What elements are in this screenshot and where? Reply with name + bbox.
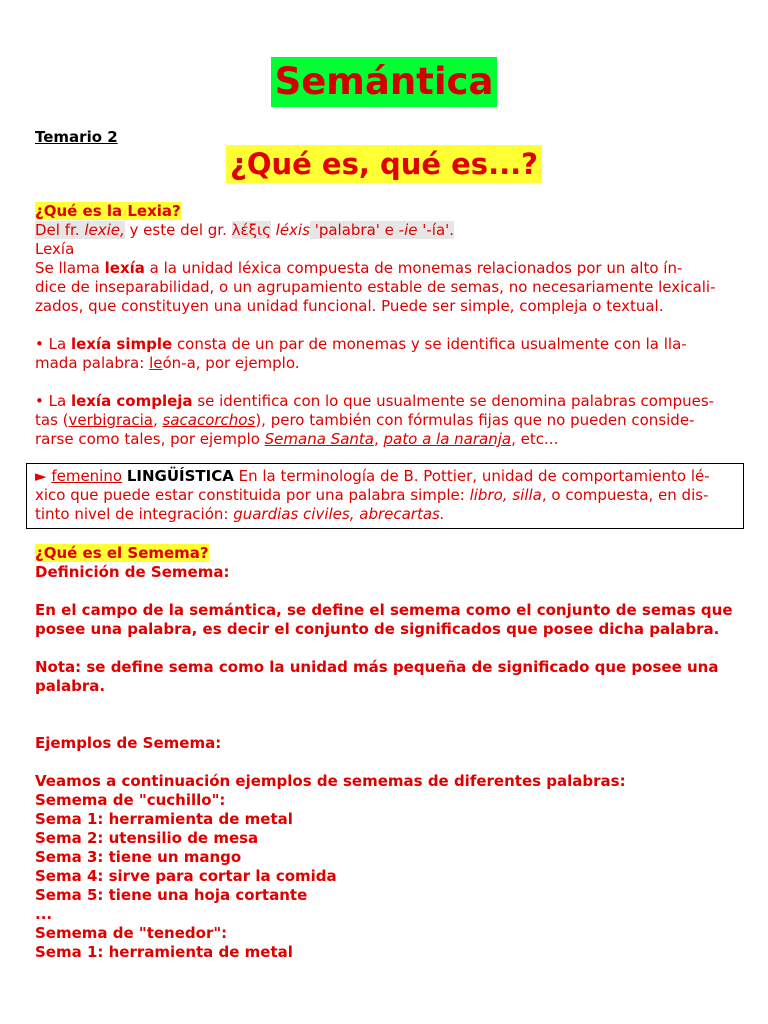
semema-line: Sema 2: utensilio de mesa <box>35 829 259 847</box>
page-title: Semántica <box>271 57 498 107</box>
title-container <box>0 57 768 107</box>
link-verbigracia[interactable]: verbigracia <box>68 411 153 429</box>
term: lexía simple <box>70 335 173 353</box>
text: • La <box>35 335 71 353</box>
text: consta de un par de monemas y se identifica usualmente con la lla- <box>172 335 687 353</box>
semema-line: Semema de "cuchillo": <box>35 791 226 809</box>
spacer <box>35 316 735 335</box>
semema-line: Veamos a continuación ejemplos de sememas de diferentes palabras: <box>35 772 626 790</box>
def-term: lexía <box>104 259 145 277</box>
text: se identifica con lo que usualmente se denomina palabras compues- <box>192 392 715 410</box>
semema-line: posee una palabra, es decir el conjunto de significados que posee dicha palabra. <box>35 620 720 638</box>
etym-text: léxis <box>275 221 310 239</box>
semema-line: Sema 1: herramienta de metal <box>35 810 293 828</box>
text: ón-a, por ejemplo. <box>162 354 300 372</box>
text: , o compuesta, en dis- <box>541 486 709 504</box>
text: rarse como tales, por ejemplo <box>35 430 265 448</box>
semema-heading-line <box>35 544 735 563</box>
semema-line <box>35 696 735 715</box>
italic-text: guardias civiles, abrecartas. <box>233 505 445 523</box>
semema-line <box>35 715 735 734</box>
text: mada palabra: <box>35 354 150 372</box>
etym-text: lexie, <box>84 221 125 239</box>
lexia-definition <box>35 259 735 278</box>
text: ), pero también con fórmulas fijas que no pueden conside- <box>255 411 695 429</box>
lexia-section <box>35 202 735 449</box>
text: , <box>373 430 384 448</box>
def-text: a la unidad léxica compuesta de monemas relacionados por un alto ín- <box>144 259 683 277</box>
link-semana-santa[interactable]: Semana Santa <box>264 430 374 448</box>
semema-line: Sema 4: sirve para cortar la comida <box>35 867 337 885</box>
semema-line: En el campo de la semántica, se define el semema como el conjunto de semas que <box>35 601 733 619</box>
semema-section <box>35 544 735 962</box>
semema-line: Definición de Semema: <box>35 563 230 581</box>
page-subtitle: ¿Qué es, qué es...? <box>226 145 542 183</box>
semema-line: Sema 5: tiene una hoja cortante <box>35 886 308 904</box>
semema-line: Semema de "tenedor": <box>35 924 228 942</box>
etym-text: Del fr. <box>35 221 85 239</box>
link-pato-naranja[interactable]: pato a la naranja <box>383 430 512 448</box>
lexia-etymology <box>35 221 735 240</box>
text: tinto nivel de integración: <box>35 505 234 523</box>
semema-line <box>35 639 735 658</box>
etym-text: 'palabra' e <box>309 221 399 239</box>
lexia-compleja-line <box>35 392 735 411</box>
link-femenino[interactable]: femenino <box>51 467 123 485</box>
semema-line: Nota: se define sema como la unidad más pequeña de significado que posee una <box>35 658 719 676</box>
text: En la terminología de B. Pottier, unidad de comportamiento lé- <box>233 467 710 485</box>
etym-greek: λέξις <box>231 221 271 239</box>
lexia-heading: ¿Qué es la Lexia? <box>35 202 181 220</box>
semema-line: palabra. <box>35 677 106 695</box>
underlined-text: le <box>149 354 163 372</box>
arrow-icon: ► <box>35 467 47 485</box>
etym-text: y este del gr. <box>124 221 232 239</box>
semema-line: ... <box>35 905 53 923</box>
box-line-2 <box>35 486 735 505</box>
text: • La <box>35 392 71 410</box>
def-line: dice de inseparabilidad, o un agrupamiento estable de semas, no necesariamente lexicali- <box>35 278 716 296</box>
lexia-compleja-line-3 <box>35 430 735 449</box>
subtitle-container <box>0 145 768 183</box>
def-text: Se llama <box>35 259 105 277</box>
semema-line: Sema 3: tiene un mango <box>35 848 242 866</box>
temario-label: Temario 2 <box>35 128 118 146</box>
definition-box <box>26 463 744 529</box>
lexia-compleja-line-2 <box>35 411 735 430</box>
lexia-heading-line <box>35 202 735 221</box>
semema-line: Sema 1: herramienta de metal <box>35 943 293 961</box>
lexia-simple-line <box>35 335 735 354</box>
linguistica-label: LINGÜÍSTICA <box>126 467 234 485</box>
text: xico que puede estar constituida por una palabra simple: <box>35 486 470 504</box>
spacer <box>35 373 735 392</box>
lexia-simple-line-2 <box>35 354 735 373</box>
semema-line: Ejemplos de Semema: <box>35 734 222 752</box>
term: lexía compleja <box>70 392 193 410</box>
italic-text: libro, silla <box>469 486 542 504</box>
text: tas ( <box>35 411 69 429</box>
text: , etc... <box>511 430 559 448</box>
text: , <box>152 411 163 429</box>
etym-text: -ie <box>398 221 418 239</box>
box-line-3 <box>35 505 735 524</box>
semema-heading: ¿Qué es el Semema? <box>35 544 209 562</box>
link-sacacorchos[interactable]: sacacorchos <box>162 411 256 429</box>
lexia-word: Lexía <box>35 240 75 258</box>
semema-line <box>35 582 735 601</box>
def-line: zados, que constituyen una unidad funcional. Puede ser simple, compleja o textual. <box>35 297 664 315</box>
etym-text: '-ía'. <box>417 221 455 239</box>
semema-line <box>35 753 735 772</box>
box-line-1 <box>35 467 735 486</box>
